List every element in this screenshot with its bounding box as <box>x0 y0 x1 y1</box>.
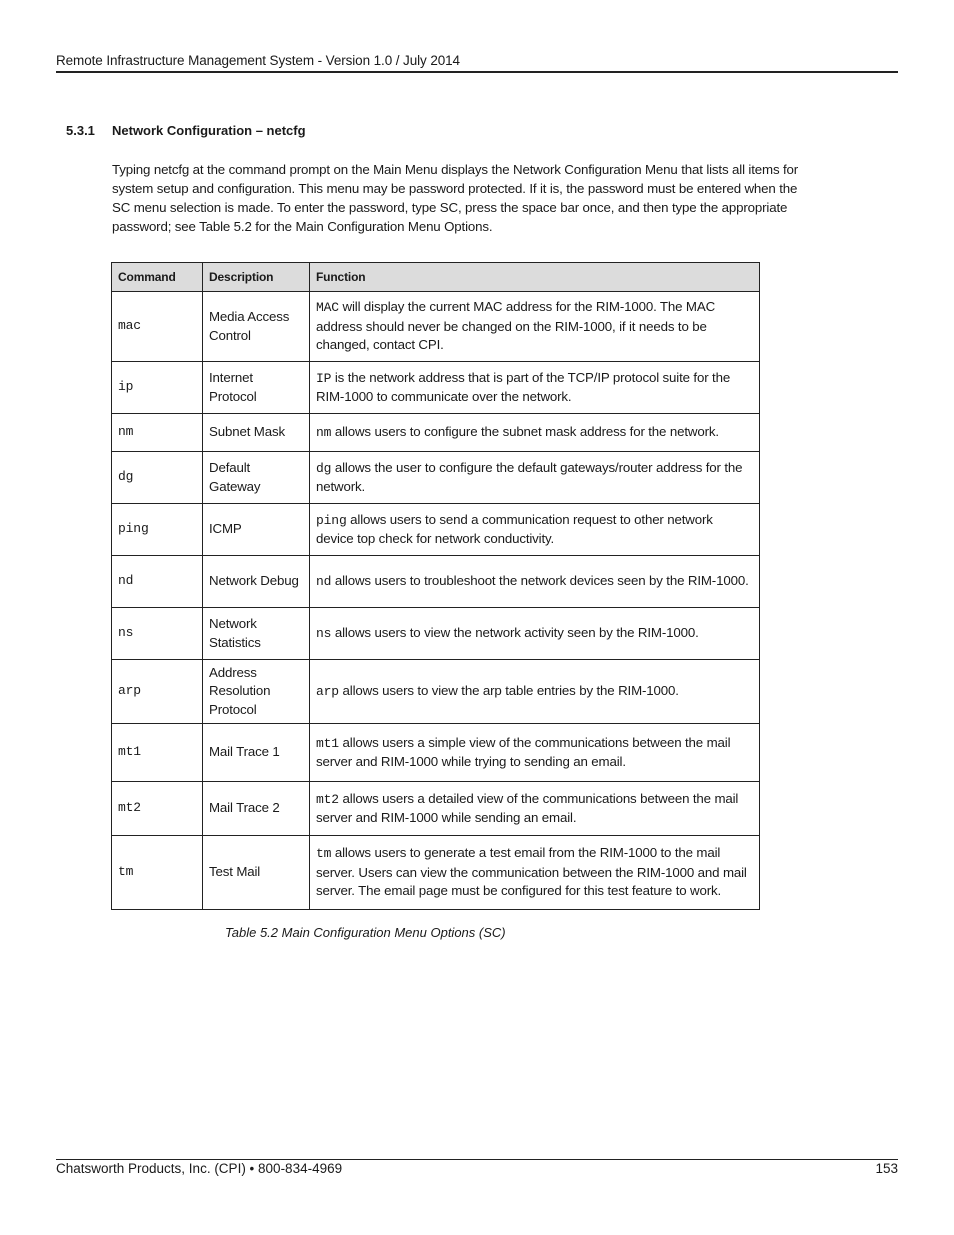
function-code: ns <box>316 625 332 641</box>
command-cell: ip <box>112 362 203 414</box>
command-cell: tm <box>112 836 203 910</box>
page-number: 153 <box>875 1161 898 1176</box>
function-cell <box>310 556 760 608</box>
description-cell: Network Debug <box>203 556 310 608</box>
command-cell: dg <box>112 452 203 504</box>
function-cell <box>310 724 760 782</box>
function-cell <box>310 452 760 504</box>
table-row <box>112 414 760 452</box>
table-header-row <box>112 263 760 292</box>
description-cell: Subnet Mask <box>203 414 310 452</box>
table-row <box>112 504 760 556</box>
description-cell: Media Access Control <box>203 292 310 362</box>
command-cell: arp <box>112 660 203 724</box>
function-code: nm <box>316 424 332 440</box>
command-cell: mt2 <box>112 782 203 836</box>
function-cell <box>310 608 760 660</box>
footer-rule <box>56 1159 898 1160</box>
config-menu-table <box>111 262 760 910</box>
function-code: ping <box>316 512 347 528</box>
section-title: Network Configuration – netcfg <box>112 123 306 138</box>
function-cell <box>310 782 760 836</box>
function-text: will display the current MAC address for the RIM-1000. The MAC address should never be changed on the RIM-1000, if it needs to be changed, contact CPI. <box>316 299 716 353</box>
function-code: mt1 <box>316 735 339 751</box>
table-row <box>112 556 760 608</box>
function-cell <box>310 414 760 452</box>
table-row <box>112 452 760 504</box>
function-text: allows the user to configure the default gateways/router address for the network. <box>316 459 743 494</box>
function-text: allows users to configure the subnet mask address for the network. <box>334 423 719 439</box>
section-heading <box>66 123 306 138</box>
function-cell <box>310 362 760 414</box>
function-text: allows users to troubleshoot the network devices seen by the RIM-1000. <box>334 572 749 588</box>
function-cell <box>310 836 760 910</box>
description-cell: Address Resolution Protocol <box>203 660 310 724</box>
function-code: tm <box>316 846 332 862</box>
function-cell <box>310 504 760 556</box>
table-row <box>112 362 760 414</box>
description-cell: ICMP <box>203 504 310 556</box>
command-cell: ping <box>112 504 203 556</box>
header-function: Function <box>310 263 760 292</box>
table-row <box>112 608 760 660</box>
header-rule <box>56 71 898 73</box>
command-cell: nd <box>112 556 203 608</box>
section-number: 5.3.1 <box>66 123 95 138</box>
function-text: allows users a simple view of the communications between the mail server and RIM-1000 while trying to sending an email. <box>316 734 731 769</box>
function-text: allows users to send a communication request to other network device top check for network conductivity. <box>316 511 713 546</box>
description-cell: Mail Trace 2 <box>203 782 310 836</box>
header-command: Command <box>112 263 203 292</box>
function-code: arp <box>316 683 339 699</box>
description-cell: Internet Protocol <box>203 362 310 414</box>
function-text: is the network address that is part of the TCP/IP protocol suite for the RIM-1000 to communicate over the network. <box>316 369 731 404</box>
header-description: Description <box>203 263 310 292</box>
command-cell: mt1 <box>112 724 203 782</box>
table-row <box>112 724 760 782</box>
intro-paragraph: Typing netcfg at the command prompt on the Main Menu displays the Network Configuration Menu that lists all items for system setup and configuration. This menu may be password protected. If it is, the password must be entered when the SC menu selection is made. To enter the password, type SC, press the space bar once, and then type the appropriate password; see Table 5.2 for the Main Configuration Menu Options. <box>112 162 799 234</box>
table-row <box>112 782 760 836</box>
header-title: Remote Infrastructure Management System - Version 1.0 / July 2014 <box>56 53 460 68</box>
function-code: IP <box>316 370 332 386</box>
function-text: allows users to generate a test email from the RIM-1000 to the mail server. Users can view the communication between the RIM-1000 and mail server. The email page must be configured for this test feature to work. <box>316 845 747 899</box>
description-cell: Test Mail <box>203 836 310 910</box>
function-cell <box>310 660 760 724</box>
function-cell <box>310 292 760 362</box>
description-cell: Mail Trace 1 <box>203 724 310 782</box>
function-text: allows users to view the network activity seen by the RIM-1000. <box>334 624 699 640</box>
table-row <box>112 660 760 724</box>
function-text: allows users a detailed view of the communications between the mail server and RIM-1000 while sending an email. <box>316 790 739 825</box>
command-cell: nm <box>112 414 203 452</box>
function-code: dg <box>316 460 332 476</box>
table-row <box>112 836 760 910</box>
function-code: mt2 <box>316 791 339 807</box>
table-row <box>112 292 760 362</box>
command-cell: ns <box>112 608 203 660</box>
description-cell: Network Statistics <box>203 608 310 660</box>
footer-company: Chatsworth Products, Inc. (CPI) • 800-834-4969 <box>56 1161 343 1176</box>
function-text: allows users to view the arp table entries by the RIM-1000. <box>342 682 679 698</box>
description-cell: Default Gateway <box>203 452 310 504</box>
table-caption: Table 5.2 Main Configuration Menu Options (SC) <box>225 925 506 940</box>
function-code: nd <box>316 573 332 589</box>
command-cell: mac <box>112 292 203 362</box>
function-code: MAC <box>316 300 339 316</box>
